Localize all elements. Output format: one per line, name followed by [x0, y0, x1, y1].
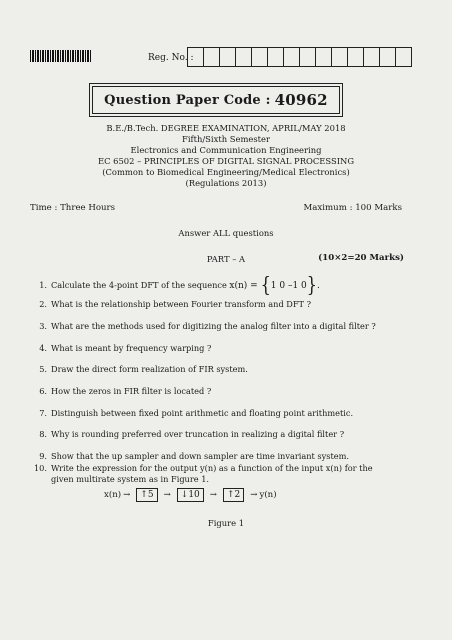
department: Electronics and Communication Engineering: [130, 145, 322, 155]
question-text: What is the relationship between Fourier transform and DFT ?: [51, 299, 311, 309]
multirate-diagram: [104, 488, 277, 502]
reg-no-box: [203, 47, 220, 67]
question-text: Draw the direct form realization of FIR system.: [51, 364, 248, 374]
instructions: Answer ALL questions: [178, 228, 274, 238]
question-text: Distinguish between fixed point arithmetic and floating point arithmetic.: [51, 408, 354, 418]
question-10: [30, 463, 415, 485]
question-2: [30, 299, 415, 310]
reg-no-box: [187, 47, 204, 67]
question-number: 7.: [39, 408, 47, 418]
question-text: Show that the up sampler and down sampler are time invariant system.: [51, 451, 349, 461]
code-number: 40962: [274, 91, 328, 109]
part-heading: PART – A: [206, 254, 246, 264]
question-4: [30, 343, 415, 354]
course-title: EC 6502 – PRINCIPLES OF DIGITAL SIGNAL PROCESSING: [97, 156, 355, 166]
max-marks: Maximum : 100 Marks: [303, 203, 402, 213]
question-number: 1.: [39, 280, 47, 290]
reg-no-box: [315, 47, 332, 67]
reg-no-box: [235, 47, 252, 67]
question-number: 2.: [39, 299, 47, 309]
question-text: Write the expression for the output y(n) as a function of the input x(n) for the: [51, 463, 373, 473]
reg-no-box: [219, 47, 236, 67]
question-number: 9.: [39, 451, 47, 461]
question-number: 6.: [39, 386, 47, 396]
sequence: [229, 272, 320, 297]
left-brace-icon: {: [260, 272, 271, 297]
exam-title: B.E./B.Tech. DEGREE EXAMINATION, APRIL/MAY 2018: [106, 123, 346, 133]
reg-no-box: [251, 47, 268, 67]
downsampler-block: ↓10: [177, 488, 204, 502]
reg-no-box: [363, 47, 380, 67]
question-number: 5.: [39, 364, 47, 374]
reg-no-box: [347, 47, 364, 67]
reg-no-box: [379, 47, 396, 67]
semester: Fifth/Sixth Semester: [182, 134, 270, 144]
question-number: 10.: [33, 463, 47, 473]
question-6: [30, 386, 415, 397]
question-1: [30, 272, 415, 297]
upsampler-block: ↑2: [223, 488, 244, 502]
diagram-input: x(n): [104, 490, 122, 500]
question-7: [30, 408, 415, 419]
barcode-icon: [30, 50, 92, 62]
sequence-values: 1 0 –1 0: [270, 281, 307, 291]
question-text-continued: given multirate system as in Figure 1.: [51, 474, 210, 484]
reg-no-box: [331, 47, 348, 67]
question-number: 8.: [39, 429, 47, 439]
reg-no-box: [283, 47, 300, 67]
arrow-right-icon: →: [250, 490, 258, 500]
reg-no-box: [299, 47, 316, 67]
figure-caption: Figure 1: [207, 518, 245, 528]
question-5: [30, 364, 415, 375]
upsampler-block: ↑5: [136, 488, 157, 502]
right-brace-icon: }: [306, 272, 317, 297]
reg-no-box: [395, 47, 412, 67]
question-paper-code: [92, 86, 340, 114]
common-to: (Common to Biomedical Engineering/Medical Electronics): [102, 167, 350, 177]
arrow-right-icon: →: [163, 490, 171, 500]
time-allowed: Time : Three Hours: [30, 203, 116, 213]
question-3: [30, 321, 415, 332]
regulations: (Regulations 2013): [185, 178, 267, 188]
question-9: [30, 451, 415, 462]
question-text: How the zeros in FIR filter is located ?: [51, 386, 212, 396]
arrow-right-icon: →: [123, 490, 131, 500]
question-text: Why is rounding preferred over truncation in realizing a digital filter ?: [51, 429, 345, 439]
question-number: 3.: [39, 321, 47, 331]
question-text: What is meant by frequency warping ?: [51, 343, 212, 353]
arrow-right-icon: →: [209, 490, 217, 500]
question-8: [30, 429, 415, 440]
sequence-end: .: [316, 281, 320, 291]
reg-no-box: [267, 47, 284, 67]
code-label: Question Paper Code :: [104, 92, 271, 108]
sequence-lhs: x(n) =: [229, 281, 258, 291]
part-marks: (10×2=20 Marks): [318, 253, 404, 263]
reg-no-boxes: [188, 47, 412, 67]
question-number: 4.: [39, 343, 47, 353]
reg-no-label: Reg. No. :: [148, 53, 194, 63]
question-text: Calculate the 4-point DFT of the sequence: [51, 280, 227, 290]
diagram-output: y(n): [259, 490, 277, 500]
question-text: What are the methods used for digitizing the analog filter into a digital filter ?: [51, 321, 376, 331]
